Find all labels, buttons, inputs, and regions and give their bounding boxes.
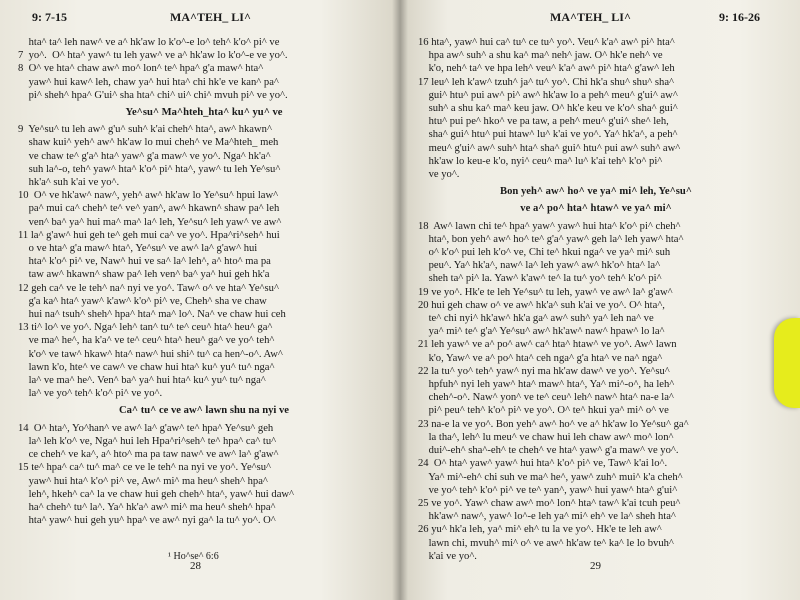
text-line: pa^ mui ca^ cheh^ te^ ve^ yan^, aw^ hkawn^ shaw pa^ leh: [18, 203, 280, 215]
text-line: g'a ka^ hta^ yaw^ k'aw^ k'o^ pi^ ve, Cheh^ sha ve chaw: [18, 295, 267, 307]
text-line: Bon yeh^ aw^ ho^ ve ya^ mi^ leh, Ye^su^: [500, 186, 692, 198]
text-line: o^ k'o^ pui leh k'o^ ve, Chi te^ hkui nga^ ve ya^ mi^ suh: [418, 247, 671, 259]
text-line: te^ chi nyi^ hk'aw^ hk'a ga^ aw^ suh^ ya^ leh na^ ve: [418, 313, 654, 325]
text-line: lawn chi, mvuh^ mi^ o^ ve aw^ hk'aw te^ ka^ le lo bvuh^: [418, 537, 674, 549]
footnote: ¹ Ho^se^ 6:6: [168, 551, 219, 562]
text-line: 17 leu^ leh k'aw^ tzuh^ ja^ tu^ yo^. Chi hk'a shu^ shu^ sha^: [418, 76, 674, 88]
text-line: shaw kui^ yeh^ aw^ hk'aw lo mui cheh^ ve Ma^hteh_ meh: [18, 137, 279, 149]
text-line: pi^ sheh^ hpa^ G'ui^ sha hta^ chi^ ui^ chi^ mvuh pi^ ve yo^.: [18, 89, 288, 101]
text-line: sha^ gui^ htu^ pui htaw^ lu^ k'ai ve yo^. Ya^ hk'a^, a peh^: [418, 129, 678, 141]
text-line: 10 O^ ve hk'aw^ naw^, yeh^ aw^ hk'aw lo Ye^su^ hpui law^: [18, 190, 279, 202]
text-line: la tha^, leh^ lu meu^ ve chaw hui leh chaw aw^ mo^ lon^: [418, 431, 674, 443]
page-header-title: MA^TEH_ LI^: [550, 10, 631, 24]
text-line: yaw^ hui hta^ k'o^ pi^ ve, Aw^ mi^ ma heu^ sheh^ hpa^: [18, 475, 268, 487]
left-text-column: [18, 36, 390, 527]
text-line: hui na^ tsuh^ sheh^ hpa^ hta^ ma^ lo^. Na^ ve chaw hui ceh: [18, 309, 286, 321]
text-line: la^ ve yo^ teh^ k'o^ pi^ ve yo^.: [18, 388, 163, 400]
text-line: 15 te^ hpa^ ca^ tu^ ma^ ce ve le teh^ na nyi ve yo^. Ye^su^: [18, 462, 272, 474]
text-line: Ca^ tu^ ce ve aw^ lawn shu na nyi ve: [118, 405, 290, 417]
text-line: dui^-eh^ sha^-eh^ te cheh^ ve hta^ yaw^ g'a maw^ ve yo^.: [418, 445, 679, 457]
text-line: hk'a^ suh k'ai ve yo^.: [18, 177, 120, 189]
text-line: 20 hui geh chaw o^ ve aw^ hk'a^ suh k'ai ve yo^. O^ hta^,: [418, 299, 665, 311]
text-line: la^ ve ma^ he^. Ven^ ba^ ya^ hui hta^ ku^ yu^ tu^ nga^: [18, 375, 266, 387]
text-line: htu^ pui pe^ hko^ ve pa taw, a peh^ meu^ g'ui^ she^ leh,: [418, 116, 669, 128]
text-line: Ya^ mi^-eh^ chi suh ve ma^ he^, yaw^ zuh^ mui^ k'a cheh^: [418, 471, 683, 483]
right-page: [400, 0, 800, 600]
text-line: ce cheh^ ve ka^, a^ hto^ ma pa taw naw^ ve aw^ la^ g'aw^: [18, 449, 279, 461]
text-line: hpfuh^ nyi leh yaw^ hta^ maw^ hta^, Ya^ mi^-o^, ha leh^: [418, 379, 675, 391]
text-line: 25 ve yo^. Yaw^ chaw aw^ mo^ lon^ hta^ taw^ k'ai tcuh peu^: [418, 497, 681, 509]
text-line: ve a^ po^ hta^ htaw^ ve ya^ mi^: [520, 203, 672, 215]
text-line: suh^ a shu ka^ ma^ keu jaw. O^ hk'e keu ve k'o^ sha^ gui^: [418, 103, 678, 115]
text-line: 8 O^ ve hta^ chaw aw^ mo^ lon^ te^ hpa^ g'a maw^ hta^: [18, 63, 264, 75]
text-line: 19 ve yo^. Hk'e te leh Ye^su^ tu leh, yaw^ ve aw^ la^ g'aw^: [418, 286, 673, 298]
page-number: 29: [590, 560, 601, 572]
text-line: k'o, neh^ ta^ ve hpa leh^ veu^ k'a^ aw^ pi^ hta^ g'aw^ leh: [418, 63, 675, 75]
page-header-title: MA^TEH_ LI^: [170, 10, 251, 24]
text-line: 7 yo^. O^ hta^ yaw^ tu leh yaw^ ve a^ hk'aw lo k'o^-e ve yo^.: [18, 50, 288, 62]
text-line: hpa aw^ suh^ a shu ka^ ma^ neh^ jaw. O^ hk'e neh^ ve: [418, 50, 663, 62]
text-line: ha^ cheh^ tu^ la^. Ya^ hk'a^ aw^ mi^ ma heu^ sheh^ hpa^: [18, 501, 276, 513]
right-text-column: [418, 36, 774, 563]
chapter-reference: 9: 16-26: [719, 10, 760, 24]
text-line: 12 geh ca^ ve le teh^ na^ nyi ve yo^. Taw^ o^ ve hta^ Ye^su^: [18, 282, 279, 294]
text-line: k'o^ ve taw^ hkaw^ hta^ naw^ hui shi^ tu^ ca hen^-o^. Aw^: [18, 348, 283, 360]
text-line: 11 la^ g'aw^ hui geh te^ geh mui ca^ ve yo^. Hpa^ri^seh^ hui: [18, 229, 280, 241]
text-line: hk'aw^ naw^, yaw^ lo^-e leh ya^ mi^ eh^ ve la^ sheh hta^: [418, 511, 676, 523]
page-number: 28: [190, 560, 201, 572]
text-line: hta^ k'o^ pi^ ve, Naw^ hui ve sa^ la^ leh^, a^ hto^ ma pa: [18, 256, 271, 268]
text-line: ve chaw te^ g'a^ hta^ yaw^ g'a maw^ ve yo^. Nga^ hk'a^: [18, 150, 271, 162]
text-line: cheh^-o^. Naw^ yon^ ve te^ ceu^ leh^ naw^ hta^ na-e la^: [418, 392, 674, 404]
text-line: hta^, bon yeh^ aw^ ho^ te^ g'a^ yaw^ geh la^ leh yaw^ hta^: [418, 233, 684, 245]
text-line: 26 yu^ hk'a leh, ya^ mi^ eh^ tu la ve yo^. Hk'e te leh aw^: [418, 524, 662, 536]
text-line: la^ leh k'o^ ve, Nga^ hui leh Hpa^ri^seh^ te^ hpa^ ca^ tu^: [18, 435, 277, 447]
text-line: pi^ peu^ teh^ k'o^ pi^ ve yo^. O^ te^ hkui ya^ mi^ o^ ve: [418, 405, 669, 417]
text-line: leh^, hkeh^ ca^ la ve chaw hui geh cheh^ hta^, yaw^ hui daw^: [18, 488, 295, 500]
text-line: meu^ g'ui^ aw^ suh^ hta^ sha^ gui^ htu^ pui aw^ suh^ aw^: [418, 142, 681, 154]
text-line: taw aw^ hkawn^ shaw pa^ leh ven^ ba^ ya^ hui geh hk'a: [18, 269, 270, 281]
text-line: peu^. Ya^ hk'a^, naw^ la^ leh yaw^ aw^ hk'o^ hta^ la^: [418, 260, 661, 272]
yellow-bookmark-tab: [774, 318, 800, 408]
text-line: hk'aw lo keu-e k'o, nyi^ ceu^ ma^ lu^ k'ai teh^ k'o^ pi^: [418, 155, 663, 167]
text-line: 21 leh yaw^ ve a^ po^ aw^ ca^ hta^ htaw^ ve yo^. Aw^ lawn: [418, 339, 677, 351]
text-line: gui^ htu^ pui aw^ pi^ aw^ hk'aw lo a peh^ meu^ g'ui^ aw^: [418, 89, 678, 101]
text-line: Ye^su^ Ma^hteh_hta^ ku^ yu^ ve: [125, 107, 283, 119]
text-line: ve yo^.: [418, 169, 460, 181]
chapter-reference: 9: 7-15: [32, 10, 67, 24]
text-line: hta^ ta^ leh naw^ ve a^ hk'aw lo k'o^-e lo^ teh^ k'o^ pi^ ve: [18, 37, 280, 48]
text-line: sheh ta^ pi^ la. Yaw^ k'aw^ te^ la tu^ yo^ teh^ k'o^ pi^: [418, 273, 662, 285]
text-line: ya^ mi^ te^ g'a^ Ye^su^ aw^ hk'aw^ naw^ hpaw^ lo la^: [418, 326, 665, 338]
text-line: suh la^-o, teh^ yaw^ hta^ k'o^ pi^ hta^, yaw^ tu leh Ye^su^: [18, 163, 281, 175]
text-line: 9 Ye^su^ tu leh aw^ g'u^ suh^ k'ai cheh^ hta^, aw^ hkawn^: [18, 124, 272, 136]
text-line: ve yo^ teh^ k'o^ pi^ ve te^ yan^, yaw^ hui yaw^ hta^ g'ui^: [418, 484, 678, 496]
text-line: 24 O^ hta^ yaw^ yaw^ hui hta^ k'o^ pi^ ve, Taw^ k'ai lo^.: [418, 458, 668, 470]
text-line: hta^ yaw^ hui geh yu^ hpa^ ve aw^ nyi ga^ la tu^ yo^. O^: [18, 515, 276, 527]
text-line: 18 Aw^ lawn chi te^ hpa^ yaw^ yaw^ hui hta^ k'o^ pi^ cheh^: [418, 220, 681, 232]
text-line: yaw^ hui kaw^ leh, chaw ya^ hui hta^ chi hk'e ve kan^ pa^: [18, 76, 279, 88]
book-gutter: [392, 0, 408, 600]
text-line: ven^ ba^ ya^ hui ma^ ma^ la^ leh, Ye^su^ leh yaw^ ve aw^: [18, 216, 282, 228]
text-line: o ve hta^ g'a maw^ hta^, Ye^su^ ve aw^ la^ g'aw^ hui: [18, 243, 258, 255]
text-line: k'o, Yaw^ ve a^ po^ hta^ ceh nga^ g'a hta^ ve na^ nga^: [418, 352, 663, 364]
text-line: ve ma^ he^, ha k'a^ ve te^ ceu^ hta^ heu^ ga^ ve yo^ teh^: [18, 335, 275, 347]
text-line: 13 ti^ lo^ ve yo^. Nga^ leh^ tan^ tu^ te^ ceu^ hta^ heu^ ga^: [18, 322, 273, 334]
text-line: 16 hta^, yaw^ hui ca^ tu^ ce tu^ yo^. Veu^ k'a^ aw^ pi^ hta^: [418, 37, 675, 48]
text-line: 22 la tu^ yo^ teh^ yaw^ nyi ma hk'aw daw^ ve yo^. Ye^su^: [418, 365, 670, 377]
text-line: k'ai ve yo^.: [418, 550, 477, 562]
text-line: 23 na-e la ve yo^. Bon yeh^ aw^ ho^ ve a^ hk'aw lo Ye^su^ ga^: [418, 418, 689, 430]
text-line: lawn k'o, hte^ ve caw^ ve chaw hui hta^ ku^ yu^ tu^ nga^: [18, 361, 275, 373]
text-line: 14 O^ hta^, Yo^han^ ve aw^ la^ g'aw^ te^ hpa^ Ye^su^ geh: [18, 422, 274, 434]
